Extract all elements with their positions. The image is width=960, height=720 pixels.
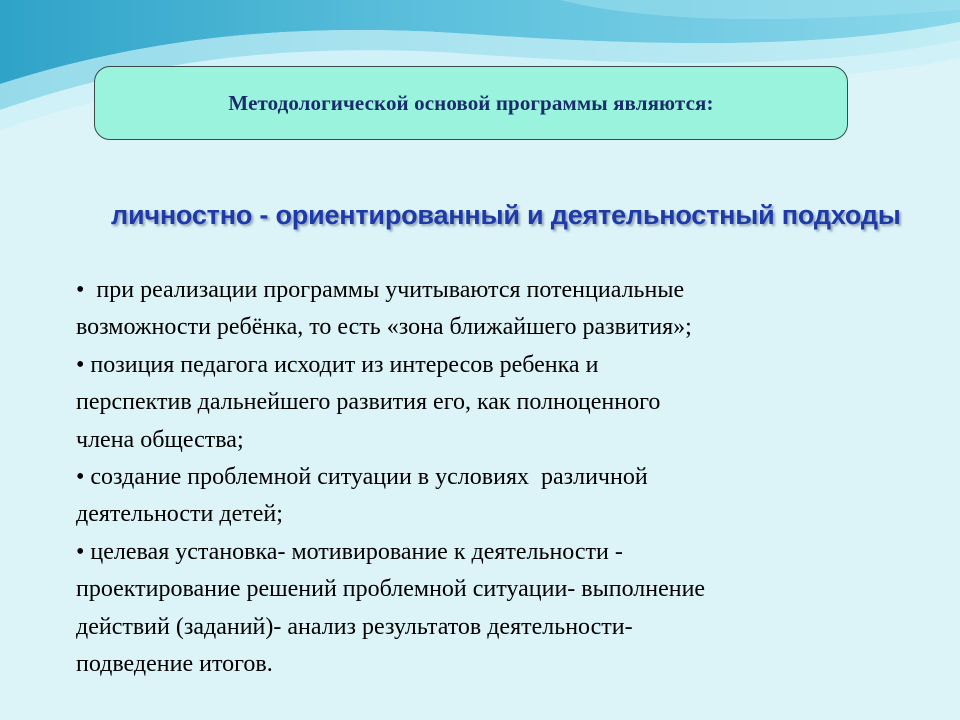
page-title: Методологической основой программы являются: (228, 90, 714, 115)
body-line: действий (заданий)- анализ результатов деятельности- (76, 613, 633, 640)
body-line: перспектив дальнейшего развития его, как полноценного (76, 389, 661, 416)
body-line: • создание проблемной ситуации в условиях различной (76, 463, 648, 490)
body-line: • при реализации программы учитываются потенциальные (76, 277, 685, 303)
body-line: проектирование решений проблемной ситуации- выполнение (76, 576, 706, 603)
body-text (76, 272, 916, 683)
body-line: возможности ребёнка, то есть «зона ближайшего развития»; (76, 314, 692, 341)
body-line: • позиция педагога исходит из интересов ребенка и (76, 351, 599, 378)
body-line: деятельности детей; (76, 501, 283, 528)
body-line: члена общества; (76, 426, 244, 453)
title-box (94, 66, 848, 140)
section-subtitle: личностно - ориентированный и деятельностный подходы (111, 200, 901, 230)
body-line: подведение итогов. (76, 650, 273, 677)
body-line: • целевая установка- мотивирование к деятельности - (76, 538, 623, 565)
